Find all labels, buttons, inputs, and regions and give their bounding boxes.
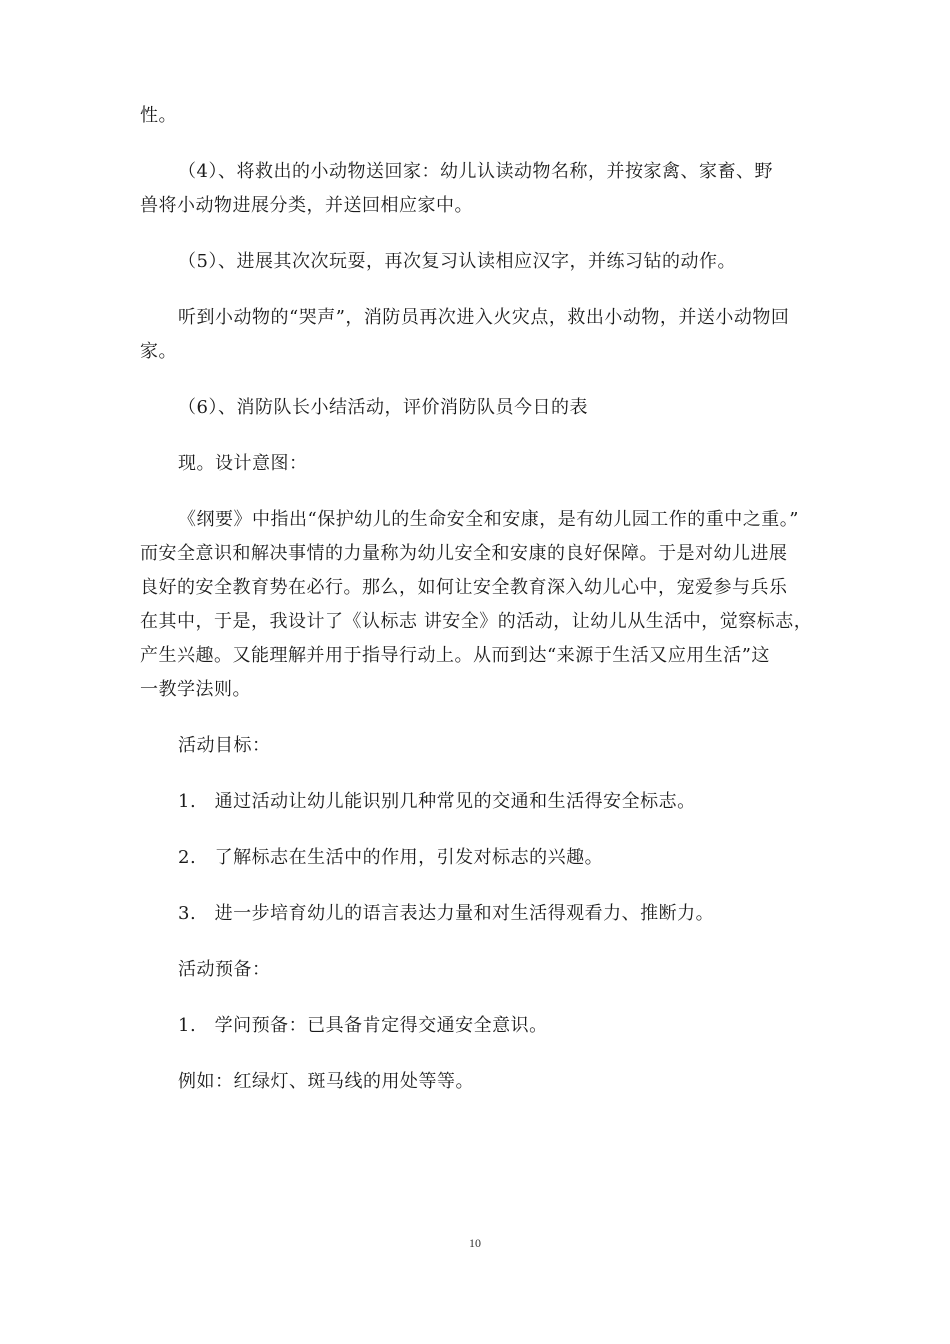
text-line: 家。 — [140, 341, 177, 362]
text-line: 性。 — [140, 105, 177, 126]
text-line: 现。设计意图： — [178, 453, 308, 474]
text-line: 兽将小动物进展分类，并送回相应家中。 — [140, 195, 473, 216]
text-line: 听到小动物的“哭声”，消防员再次进入火灾点，救出小动物，并送小动物回 — [178, 307, 790, 328]
text-line: 在其中，于是，我设计了《认标志 讲安全》的活动，让幼儿从生活中，觉察标志， — [140, 611, 813, 632]
list-item: 2. 了解标志在生活中的作用，引发对标志的兴趣。 — [178, 847, 604, 868]
text-line: 而安全意识和解决事情的力量称为幼儿安全和安康的良好保障。于是对幼儿进展 — [140, 543, 788, 564]
list-item: 3. 进一步培育幼儿的语言表达力量和对生活得观看力、推断力。 — [178, 903, 715, 924]
text-line: 良好的安全教育势在必行。那么，如何让安全教育深入幼儿心中，宠爱参与兵乐 — [140, 577, 788, 598]
section-heading: 活动目标： — [178, 735, 271, 756]
text-line: （6）、消防队长小结活动，评价消防队员今日的表 — [178, 397, 588, 418]
list-item: 1. 学问预备：已具备肯定得交通安全意识。 — [178, 1015, 548, 1036]
page-number: 10 — [469, 1236, 481, 1250]
text-line: 产生兴趣。又能理解并用于指导行动上。从而到达“来源于生活又应用生活”这 — [140, 645, 770, 666]
text-line: （5）、进展其次次玩耍，再次复习认读相应汉字，并练习钻的动作。 — [178, 251, 736, 272]
section-heading: 活动预备： — [178, 959, 271, 980]
text-line: 《纲要》中指出“保护幼儿的生命安全和安康，是有幼儿园工作的重中之重。” — [178, 509, 799, 530]
list-item: 1. 通过活动让幼儿能识别几种常见的交通和生活得安全标志。 — [178, 791, 696, 812]
text-line: 一教学法则。 — [140, 679, 251, 700]
text-line: 例如：红绿灯、斑马线的用处等等。 — [178, 1071, 474, 1092]
text-line: （4）、将救出的小动物送回家：幼儿认读动物名称，并按家禽、家畜、野 — [178, 161, 773, 182]
